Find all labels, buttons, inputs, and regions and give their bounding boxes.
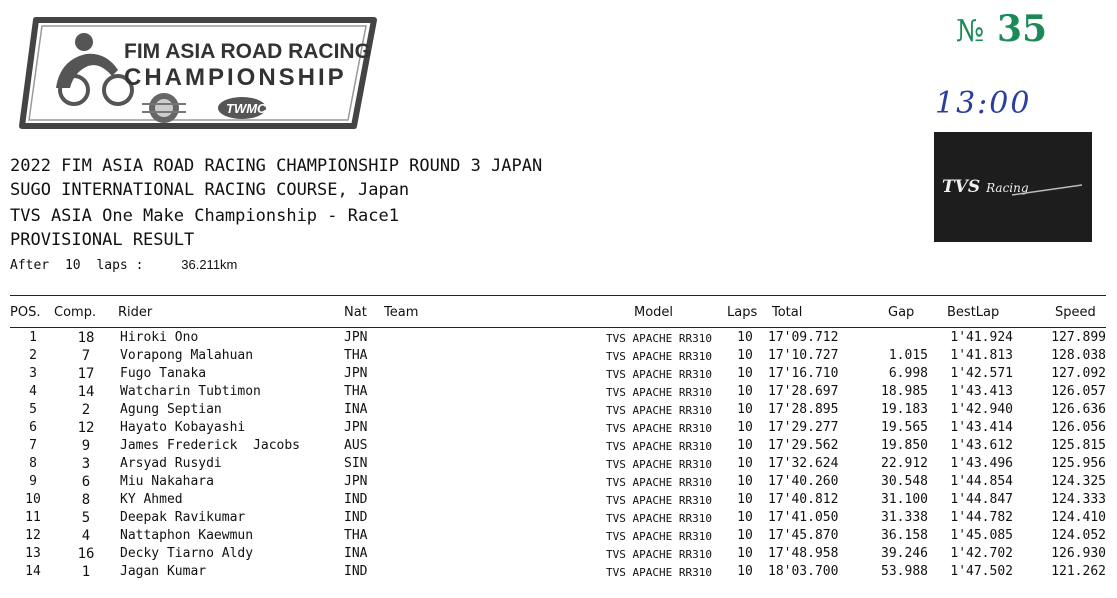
laps-label: laps :	[96, 258, 144, 273]
cell-total: 17'40.812	[768, 492, 839, 507]
cell-speed: 124.410	[1051, 510, 1106, 525]
cell-nat: JPN	[344, 474, 368, 489]
cell-rider: Hayato Kobayashi	[120, 420, 246, 435]
cell-bestlap: 1'43.612	[950, 438, 1013, 453]
cell-rider: Agung Septian	[120, 402, 222, 417]
cell-nat: AUS	[344, 438, 368, 453]
table-row	[0, 384, 1117, 402]
col-header-nat: Nat	[344, 305, 367, 320]
tvs-swoosh-icon	[1010, 183, 1084, 197]
table-row	[0, 402, 1117, 420]
cell-gap: 39.246	[881, 546, 928, 561]
after-label: After	[10, 258, 50, 273]
cell-gap: 19.850	[881, 438, 928, 453]
cell-nat: THA	[344, 384, 368, 399]
table-row	[0, 330, 1117, 348]
table-row	[0, 456, 1117, 474]
cell-laps: 10	[737, 528, 753, 543]
fim-globe-emblem-icon	[142, 93, 186, 123]
cell-comp: 6	[81, 474, 91, 490]
championship-logo	[14, 10, 380, 136]
race-name: TVS ASIA One Make Championship - Race1	[10, 206, 399, 226]
cell-laps: 10	[737, 438, 753, 453]
cell-pos: 5	[29, 402, 37, 417]
cell-speed: 125.815	[1051, 438, 1106, 453]
cell-comp: 1	[81, 564, 91, 580]
cell-total: 17'41.050	[768, 510, 839, 525]
cell-comp: 5	[81, 510, 91, 526]
cell-total: 18'03.700	[768, 564, 839, 579]
cell-rider: Fugo Tanaka	[120, 366, 207, 381]
cell-total: 17'45.870	[768, 528, 839, 543]
cell-bestlap: 1'44.854	[950, 474, 1013, 489]
cell-laps: 10	[737, 456, 753, 471]
cell-pos: 13	[25, 546, 41, 561]
table-row	[0, 510, 1117, 528]
cell-comp: 17	[77, 366, 95, 382]
cell-bestlap: 1'41.924	[950, 330, 1013, 345]
cell-laps: 10	[737, 564, 753, 579]
col-header-gap: Gap	[888, 305, 915, 320]
cell-nat: IND	[344, 564, 368, 579]
cell-speed: 124.052	[1051, 528, 1106, 543]
cell-comp: 12	[77, 420, 95, 436]
cell-total: 17'29.562	[768, 438, 839, 453]
cell-gap: 30.548	[881, 474, 928, 489]
cell-comp: 3	[81, 456, 91, 472]
tvs-racing-sub: Racing	[986, 181, 1029, 195]
col-header-total: Total	[772, 305, 803, 320]
cell-laps: 10	[737, 330, 753, 345]
cell-model: TVS APACHE RR310	[606, 386, 712, 399]
cell-speed: 126.930	[1051, 546, 1106, 561]
cell-pos: 1	[29, 330, 37, 345]
table-row	[0, 420, 1117, 438]
cell-pos: 10	[25, 492, 41, 507]
cell-pos: 11	[25, 510, 41, 525]
cell-model: TVS APACHE RR310	[606, 548, 712, 561]
tvs-brand: TVS	[942, 177, 981, 197]
cell-nat: IND	[344, 510, 368, 525]
cell-speed: 127.092	[1051, 366, 1106, 381]
cell-bestlap: 1'41.813	[950, 348, 1013, 363]
table-row	[0, 528, 1117, 546]
result-status: PROVISIONAL RESULT	[10, 230, 195, 250]
table-top-rule	[10, 295, 1106, 296]
cell-model: TVS APACHE RR310	[606, 476, 712, 489]
cell-speed: 126.636	[1051, 402, 1106, 417]
cell-pos: 6	[29, 420, 37, 435]
cell-laps: 10	[737, 474, 753, 489]
table-row	[0, 348, 1117, 366]
cell-comp: 4	[81, 528, 91, 544]
cell-speed: 127.899	[1051, 330, 1106, 345]
col-header-laps: Laps	[727, 305, 758, 320]
cell-comp: 9	[81, 438, 91, 454]
cell-model: TVS APACHE RR310	[606, 566, 712, 579]
cell-comp: 16	[77, 546, 95, 562]
distance-value: 36.211km	[181, 257, 238, 272]
table-row	[0, 438, 1117, 456]
cell-speed: 121.262	[1051, 564, 1106, 579]
cell-nat: JPN	[344, 366, 368, 381]
cell-laps: 10	[737, 546, 753, 561]
cell-rider: Watcharin Tubtimon	[120, 384, 261, 399]
cell-speed: 124.325	[1051, 474, 1106, 489]
cell-bestlap: 1'44.847	[950, 492, 1013, 507]
circuit-name: SUGO INTERNATIONAL RACING COURSE, Japan	[10, 180, 410, 200]
cell-bestlap: 1'47.502	[950, 564, 1013, 579]
cell-comp: 2	[81, 402, 91, 418]
cell-nat: INA	[344, 546, 368, 561]
col-header-pos: POS.	[10, 305, 41, 320]
cell-nat: JPN	[344, 420, 368, 435]
cell-total: 17'09.712	[768, 330, 839, 345]
cell-pos: 3	[29, 366, 37, 381]
cell-gap: 31.338	[881, 510, 928, 525]
cell-pos: 7	[29, 438, 37, 453]
cell-gap: 18.985	[881, 384, 928, 399]
cell-model: TVS APACHE RR310	[606, 368, 712, 381]
cell-model: TVS APACHE RR310	[606, 458, 712, 471]
cell-nat: SIN	[344, 456, 368, 471]
cell-rider: Vorapong Malahuan	[120, 348, 254, 363]
cell-bestlap: 1'42.702	[950, 546, 1013, 561]
cell-pos: 14	[25, 564, 41, 579]
cell-gap: 1.015	[888, 348, 928, 363]
cell-pos: 8	[29, 456, 37, 471]
cell-rider: Decky Tiarno Aldy	[120, 546, 254, 561]
cell-pos: 4	[29, 384, 37, 399]
document-number: 35	[996, 8, 1048, 50]
cell-bestlap: 1'42.940	[950, 402, 1013, 417]
event-title: 2022 FIM ASIA ROAD RACING CHAMPIONSHIP ROUND 3 JAPAN	[10, 156, 543, 176]
cell-speed: 128.038	[1051, 348, 1106, 363]
cell-laps: 10	[737, 420, 753, 435]
cell-nat: IND	[344, 492, 368, 507]
cell-bestlap: 1'43.496	[950, 456, 1013, 471]
cell-rider: Miu Nakahara	[120, 474, 214, 489]
cell-total: 17'28.697	[768, 384, 839, 399]
cell-model: TVS APACHE RR310	[606, 422, 712, 435]
cell-model: TVS APACHE RR310	[606, 494, 712, 507]
cell-nat: THA	[344, 528, 368, 543]
cell-total: 17'29.277	[768, 420, 839, 435]
logo-line1: FIM ASIA ROAD RACING	[124, 40, 371, 63]
table-row	[0, 546, 1117, 564]
cell-model: TVS APACHE RR310	[606, 530, 712, 543]
laps-count: 10	[64, 258, 81, 273]
cell-rider: Deepak Ravikumar	[120, 510, 246, 525]
document-number-stamp	[956, 8, 1047, 50]
cell-model: TVS APACHE RR310	[606, 440, 712, 453]
cell-bestlap: 1'44.782	[950, 510, 1013, 525]
cell-laps: 10	[737, 510, 753, 525]
cell-speed: 126.057	[1051, 384, 1106, 399]
cell-bestlap: 1'45.085	[950, 528, 1013, 543]
cell-speed: 124.333	[1051, 492, 1106, 507]
cell-total: 17'10.727	[768, 348, 839, 363]
col-header-speed: Speed	[1055, 305, 1096, 320]
table-row	[0, 366, 1117, 384]
cell-gap: 53.988	[881, 564, 928, 579]
cell-gap: 6.998	[888, 366, 928, 381]
table-header-rule	[10, 327, 1106, 328]
cell-pos: 12	[25, 528, 41, 543]
col-header-bestlap: BestLap	[947, 305, 1000, 320]
logo-line2: CHAMPIONSHIP	[124, 64, 347, 91]
cell-bestlap: 1'43.414	[950, 420, 1013, 435]
col-header-comp: Comp.	[54, 305, 97, 320]
cell-total: 17'32.624	[768, 456, 839, 471]
cell-comp: 14	[77, 384, 95, 400]
cell-laps: 10	[737, 402, 753, 417]
handwritten-time: 13:00	[935, 86, 1032, 121]
cell-model: TVS APACHE RR310	[606, 332, 712, 345]
table-row	[0, 564, 1117, 582]
cell-total: 17'40.260	[768, 474, 839, 489]
cell-total: 17'48.958	[768, 546, 839, 561]
cell-speed: 126.056	[1051, 420, 1106, 435]
cell-rider: James Frederick Jacobs	[120, 438, 301, 453]
cell-pos: 2	[29, 348, 37, 363]
cell-gap: 31.100	[881, 492, 928, 507]
cell-bestlap: 1'42.571	[950, 366, 1013, 381]
cell-laps: 10	[737, 384, 753, 399]
cell-speed: 125.956	[1051, 456, 1106, 471]
cell-total: 17'16.710	[768, 366, 839, 381]
race-distance-line	[10, 257, 237, 273]
table-row	[0, 474, 1117, 492]
cell-pos: 9	[29, 474, 37, 489]
cell-gap: 19.183	[881, 402, 928, 417]
cell-nat: INA	[344, 402, 368, 417]
cell-rider: Jagan Kumar	[120, 564, 207, 579]
table-row	[0, 492, 1117, 510]
cell-rider: Nattaphon Kaewmun	[120, 528, 254, 543]
cell-comp: 18	[77, 330, 95, 346]
cell-comp: 7	[81, 348, 91, 364]
cell-model: TVS APACHE RR310	[606, 350, 712, 363]
cell-rider: KY Ahmed	[120, 492, 183, 507]
cell-nat: THA	[344, 348, 368, 363]
twmc-text: TWMC	[226, 101, 267, 116]
col-header-rider: Rider	[118, 305, 153, 320]
cell-total: 17'28.895	[768, 402, 839, 417]
cell-gap: 22.912	[881, 456, 928, 471]
cell-laps: 10	[737, 366, 753, 381]
cell-model: TVS APACHE RR310	[606, 512, 712, 525]
col-header-team: Team	[384, 305, 419, 320]
cell-model: TVS APACHE RR310	[606, 404, 712, 417]
cell-gap: 19.565	[881, 420, 928, 435]
cell-rider: Arsyad Rusydi	[120, 456, 222, 471]
cell-laps: 10	[737, 348, 753, 363]
cell-gap: 36.158	[881, 528, 928, 543]
numero-mark: №	[956, 14, 985, 49]
twmc-logo	[218, 97, 267, 119]
col-header-model: Model	[634, 305, 674, 320]
rider-silhouette-icon	[56, 33, 132, 104]
cell-nat: JPN	[344, 330, 368, 345]
cell-laps: 10	[737, 492, 753, 507]
cell-comp: 8	[81, 492, 91, 508]
cell-bestlap: 1'43.413	[950, 384, 1013, 399]
cell-rider: Hiroki Ono	[120, 330, 199, 345]
